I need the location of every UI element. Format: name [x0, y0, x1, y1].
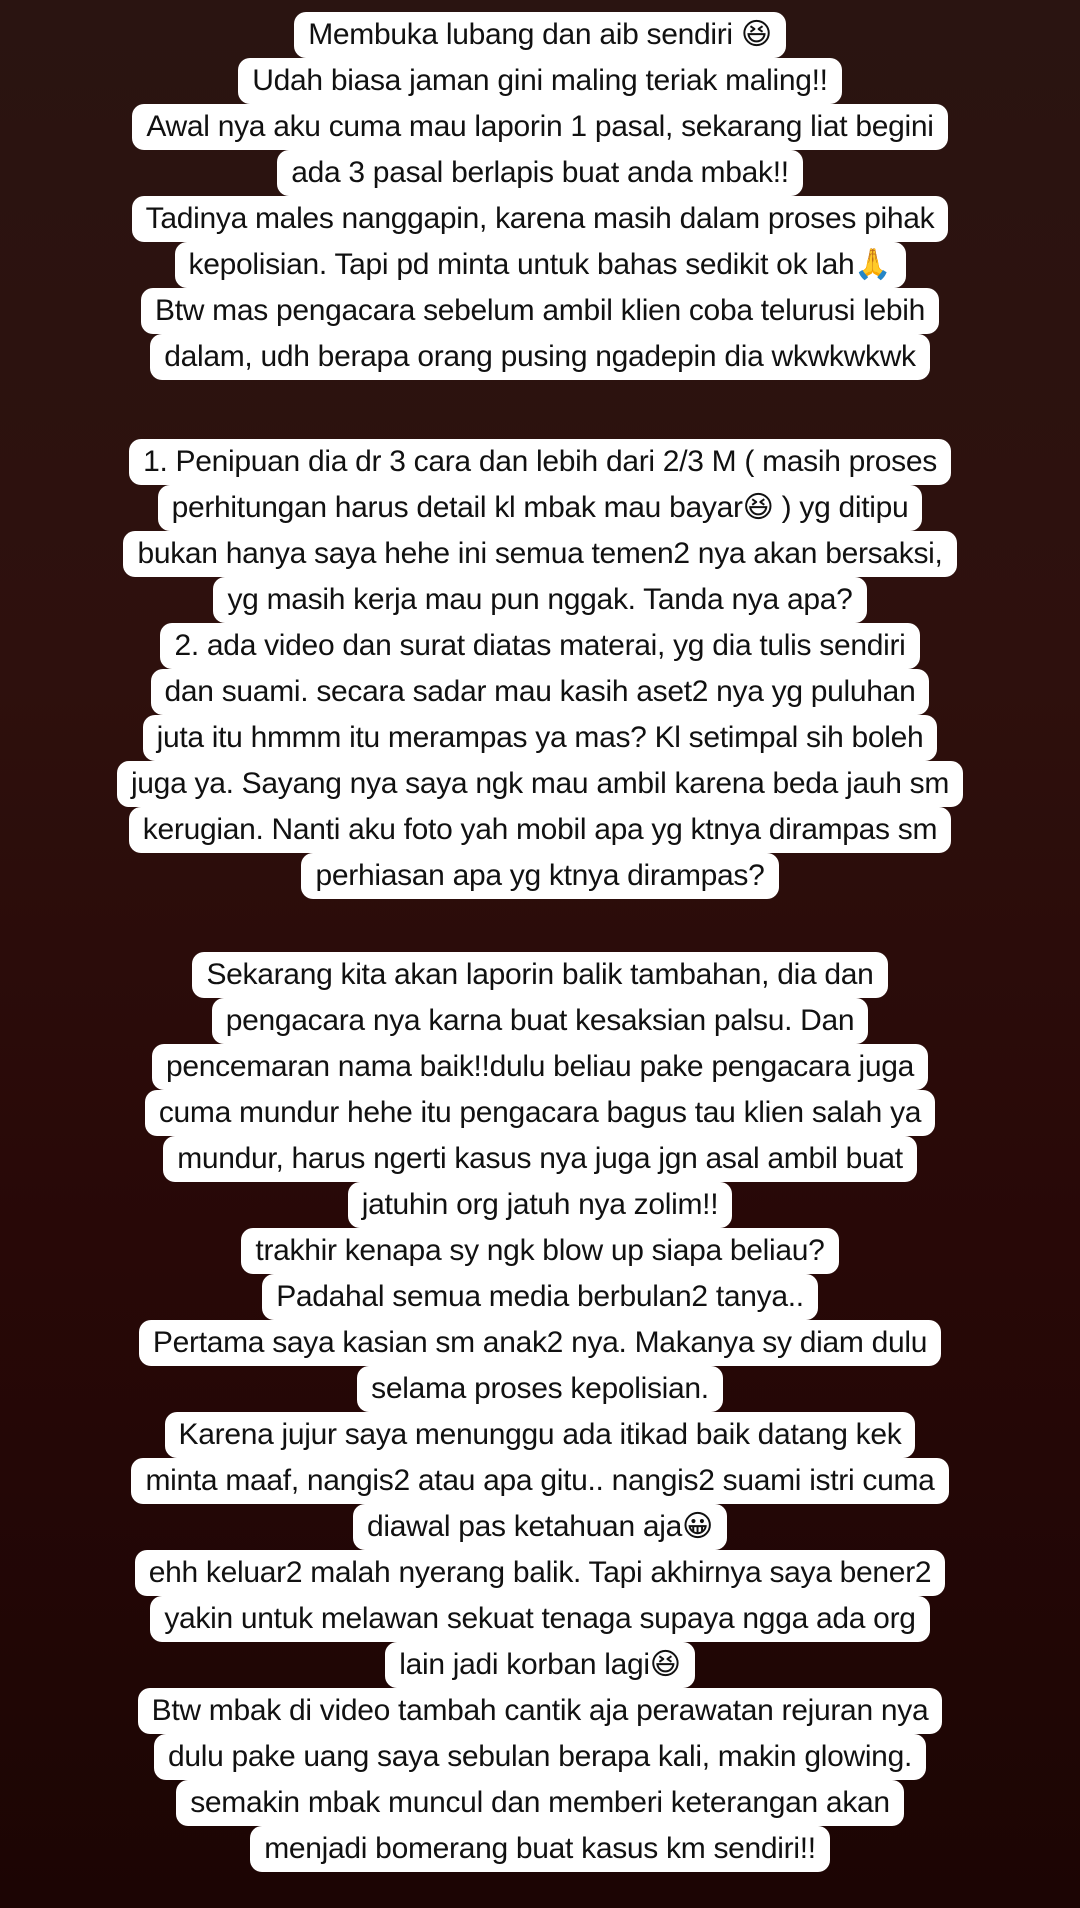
story-text-line: selama proses kepolisian.	[357, 1366, 723, 1412]
story-text-line: pengacara nya karna buat kesaksian palsu. Dan	[212, 998, 869, 1044]
story-text-line: Awal nya aku cuma mau laporin 1 pasal, sekarang liat begini	[132, 104, 947, 150]
story-text-line: trakhir kenapa sy ngk blow up siapa beliau?	[241, 1228, 838, 1274]
story-text-line: minta maaf, nangis2 atau apa gitu.. nangis2 suami istri cuma	[131, 1458, 948, 1504]
story-text-line: lain jadi korban lagi😆	[385, 1642, 695, 1688]
story-text-line: diawal pas ketahuan aja😀	[353, 1504, 727, 1550]
story-text-line: kepolisian. Tapi pd minta untuk bahas sedikit ok lah🙏	[175, 242, 906, 288]
story-text-line: Btw mbak di video tambah cantik aja perawatan rejuran nya	[138, 1688, 943, 1734]
story-text-line: menjadi bomerang buat kasus km sendiri!!	[250, 1826, 830, 1872]
story-text-line: yakin untuk melawan sekuat tenaga supaya ngga ada org	[150, 1596, 929, 1642]
story-text-line: 1. Penipuan dia dr 3 cara dan lebih dari 2/3 M ( masih proses	[129, 439, 951, 485]
story-text-line: Btw mas pengacara sebelum ambil klien coba telurusi lebih	[141, 288, 939, 334]
story-paragraph-1	[0, 12, 1080, 380]
story-text-line: dulu pake uang saya sebulan berapa kali, makin glowing.	[154, 1734, 926, 1780]
story-text-line: ada 3 pasal berlapis buat anda mbak!!	[277, 150, 803, 196]
story-text-line: bukan hanya saya hehe ini semua temen2 nya akan bersaksi,	[123, 531, 956, 577]
story-text-line: Pertama saya kasian sm anak2 nya. Makanya sy diam dulu	[139, 1320, 941, 1366]
story-text-line: Membuka lubang dan aib sendiri 😆	[294, 12, 786, 58]
story-text-line: 2. ada video dan surat diatas materai, yg dia tulis sendiri	[160, 623, 919, 669]
story-text-line: dan suami. secara sadar mau kasih aset2 nya yg puluhan	[151, 669, 930, 715]
story-text-line: Udah biasa jaman gini maling teriak maling!!	[238, 58, 841, 104]
story-text-line: Tadinya males nanggapin, karena masih dalam proses pihak	[132, 196, 949, 242]
story-text-line: mundur, harus ngerti kasus nya juga jgn asal ambil buat	[163, 1136, 917, 1182]
story-paragraph-3	[0, 952, 1080, 1872]
story-text-line: jatuhin org jatuh nya zolim!!	[348, 1182, 733, 1228]
story-text-line: perhitungan harus detail kl mbak mau bayar😆 ) yg ditipu	[158, 485, 923, 531]
story-text-line: semakin mbak muncul dan memberi keterangan akan	[176, 1780, 904, 1826]
story-text-line: perhiasan apa yg ktnya dirampas?	[301, 853, 778, 899]
story-text-line: pencemaran nama baik!!dulu beliau pake pengacara juga	[152, 1044, 928, 1090]
story-text-line: dalam, udh berapa orang pusing ngadepin dia wkwkwkwk	[150, 334, 930, 380]
story-text-line: kerugian. Nanti aku foto yah mobil apa yg ktnya dirampas sm	[129, 807, 951, 853]
story-text-line: ehh keluar2 malah nyerang balik. Tapi akhirnya saya bener2	[135, 1550, 946, 1596]
story-text-line: cuma mundur hehe itu pengacara bagus tau klien salah ya	[145, 1090, 935, 1136]
story-text-line: Karena jujur saya menunggu ada itikad baik datang kek	[165, 1412, 916, 1458]
story-text-line: juta itu hmmm itu merampas ya mas? Kl setimpal sih boleh	[143, 715, 938, 761]
story-text-line: juga ya. Sayang nya saya ngk mau ambil karena beda jauh sm	[117, 761, 963, 807]
story-paragraph-2	[0, 439, 1080, 899]
story-text-line: Padahal semua media berbulan2 tanya..	[262, 1274, 818, 1320]
story-text-line: Sekarang kita akan laporin balik tambahan, dia dan	[192, 952, 887, 998]
story-text-line: yg masih kerja mau pun nggak. Tanda nya apa?	[213, 577, 866, 623]
